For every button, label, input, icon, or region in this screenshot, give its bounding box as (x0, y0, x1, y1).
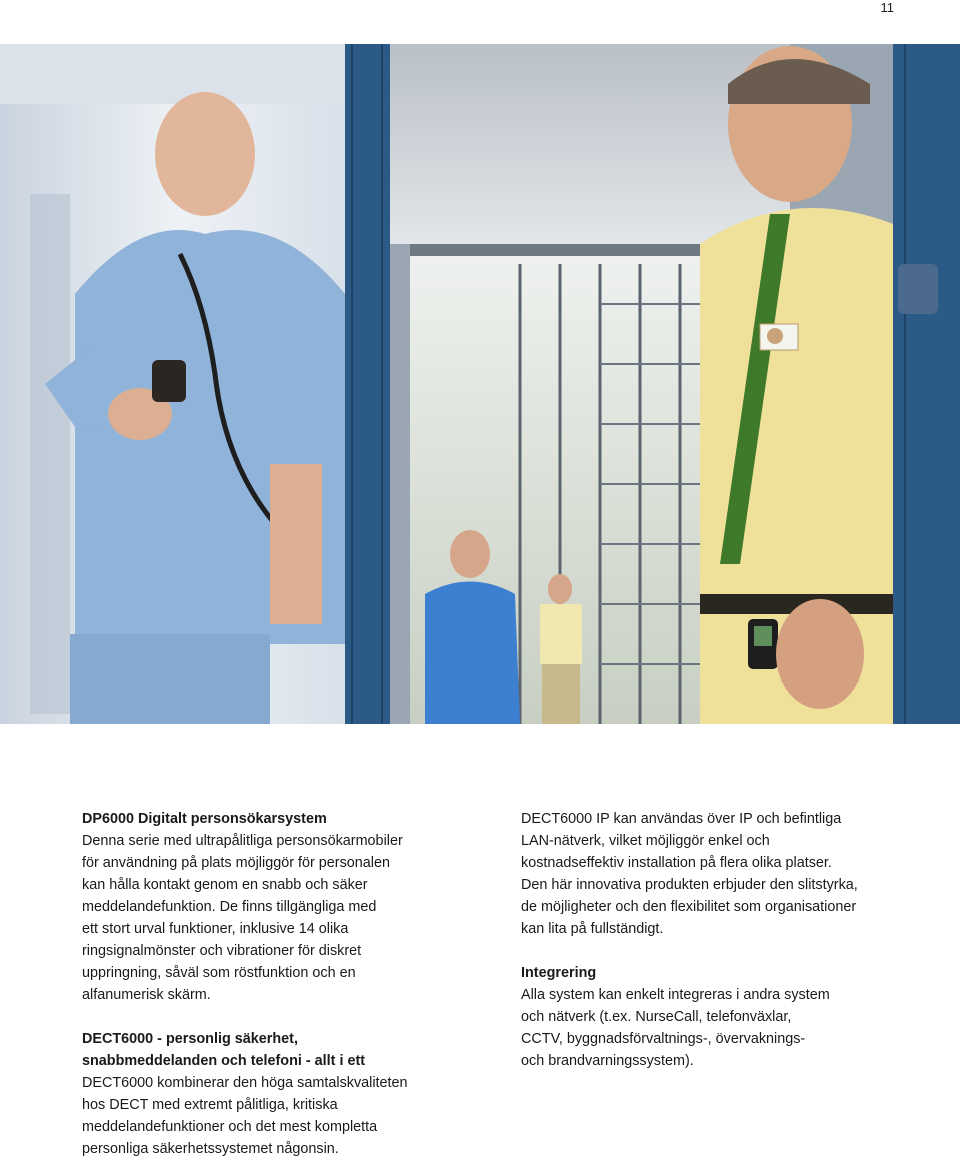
photo-collage (0, 44, 960, 724)
body-line: meddelandefunktioner och det mest kompletta (82, 1119, 378, 1135)
body-line: DECT6000 IP kan användas över IP och befintliga (521, 811, 842, 827)
body-line: de möjligheter och den flexibilitet som organisationer (521, 899, 857, 915)
body-line: kan hålla kontakt genom en snabb och säker (82, 877, 368, 893)
section-heading-dect6000: DECT6000 - personlig säkerhet, (82, 1031, 298, 1047)
body-line: kostnadseffektiv installation på flera olika platser. (521, 855, 832, 871)
left-column (82, 808, 462, 1160)
body-line: ett stort urval funktioner, inklusive 14 olika (82, 921, 349, 937)
body-line: Alla system kan enkelt integreras i andra system (521, 987, 830, 1003)
body-line: ringsignalmönster och vibrationer för diskret (82, 943, 362, 959)
body-line: Denna serie med ultrapålitliga personsökarmobiler (82, 833, 403, 849)
body-line: hos DECT med extremt pålitliga, kritiska (82, 1097, 338, 1113)
body-line: personliga säkerhetssystemet någonsin. (82, 1141, 339, 1157)
right-column (521, 808, 921, 1072)
section-heading-dp6000: DP6000 Digitalt personsökarsystem (82, 811, 327, 827)
body-line: och nätverk (t.ex. NurseCall, telefonväxlar, (521, 1009, 792, 1025)
body-line: uppringning, såväl som röstfunktion och en (82, 965, 356, 981)
photo-collage-icon (0, 44, 960, 724)
body-line: och brandvarningssystem). (521, 1053, 694, 1069)
section-heading-integrering: Integrering (521, 965, 597, 981)
section-heading-dect6000-line2: snabbmeddelanden och telefoni - allt i ett (82, 1053, 366, 1069)
body-line: DECT6000 kombinerar den höga samtalskvaliteten (82, 1075, 408, 1091)
body-line: alfanumerisk skärm. (82, 987, 211, 1003)
body-line: LAN-nätverk, vilket möjliggör enkel och (521, 833, 770, 849)
body-line: CCTV, byggnadsförvaltnings-, övervaknings- (521, 1031, 806, 1047)
body-line: kan lita på fullständigt. (521, 921, 664, 937)
body-line: meddelandefunktion. De finns tillgängliga med (82, 899, 377, 915)
body-line: för användning på plats möjliggör för personalen (82, 855, 390, 871)
page-number: 11 (880, 0, 894, 15)
body-line: Den här innovativa produkten erbjuder den slitstyrka, (521, 877, 858, 893)
